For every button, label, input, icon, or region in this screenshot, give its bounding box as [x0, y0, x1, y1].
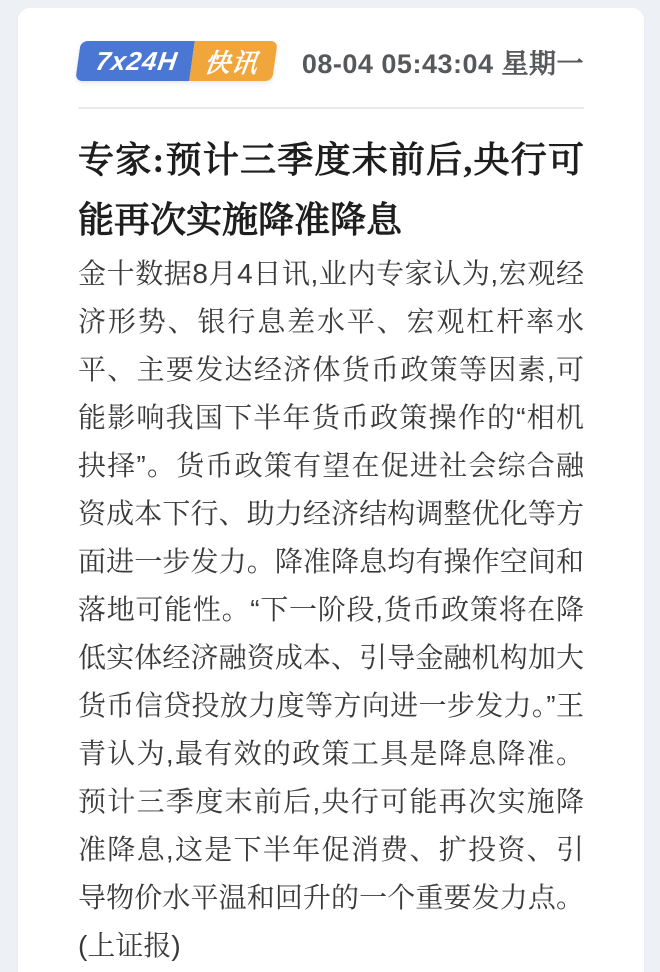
card-content	[18, 40, 644, 970]
header-row	[78, 40, 584, 82]
badge-kuaixun-label: 快讯	[189, 41, 278, 81]
article-title: 专家:预计三季度末前后,央行可能再次实施降准降息	[78, 140, 584, 240]
badge-7x24h-label: 7x24H	[75, 41, 194, 81]
news-flash-badge	[75, 41, 277, 81]
timestamp: 08-04 05:43:04 星期一	[301, 48, 584, 79]
article-body: 金十数据8月4日讯,业内专家认为,宏观经济形势、银行息差水平、宏观杠杆率水平、主要发达经济体货币政策等因素,可能影响我国下半年货币政策操作的“相机抉择”。货币政策有望在促进社会综合融资成本下行、助力经济结构调整优化等方面进一步发力。降准降息均有操作空间和落地可能性。“下一阶段,货币政策将在降低实体经济融资成本、引导金融机构加大货币信贷投放力度等方向进一步发力。”王青认为,最有效的政策工具是降息降准。预计三季度末前后,央行可能再次实施降准降息,这是下半年促消费、扩投资、引导物价水平温和回升的一个重要发力点。(上证报)	[78, 258, 584, 961]
news-flash-card	[18, 8, 644, 972]
header-divider	[78, 107, 584, 109]
